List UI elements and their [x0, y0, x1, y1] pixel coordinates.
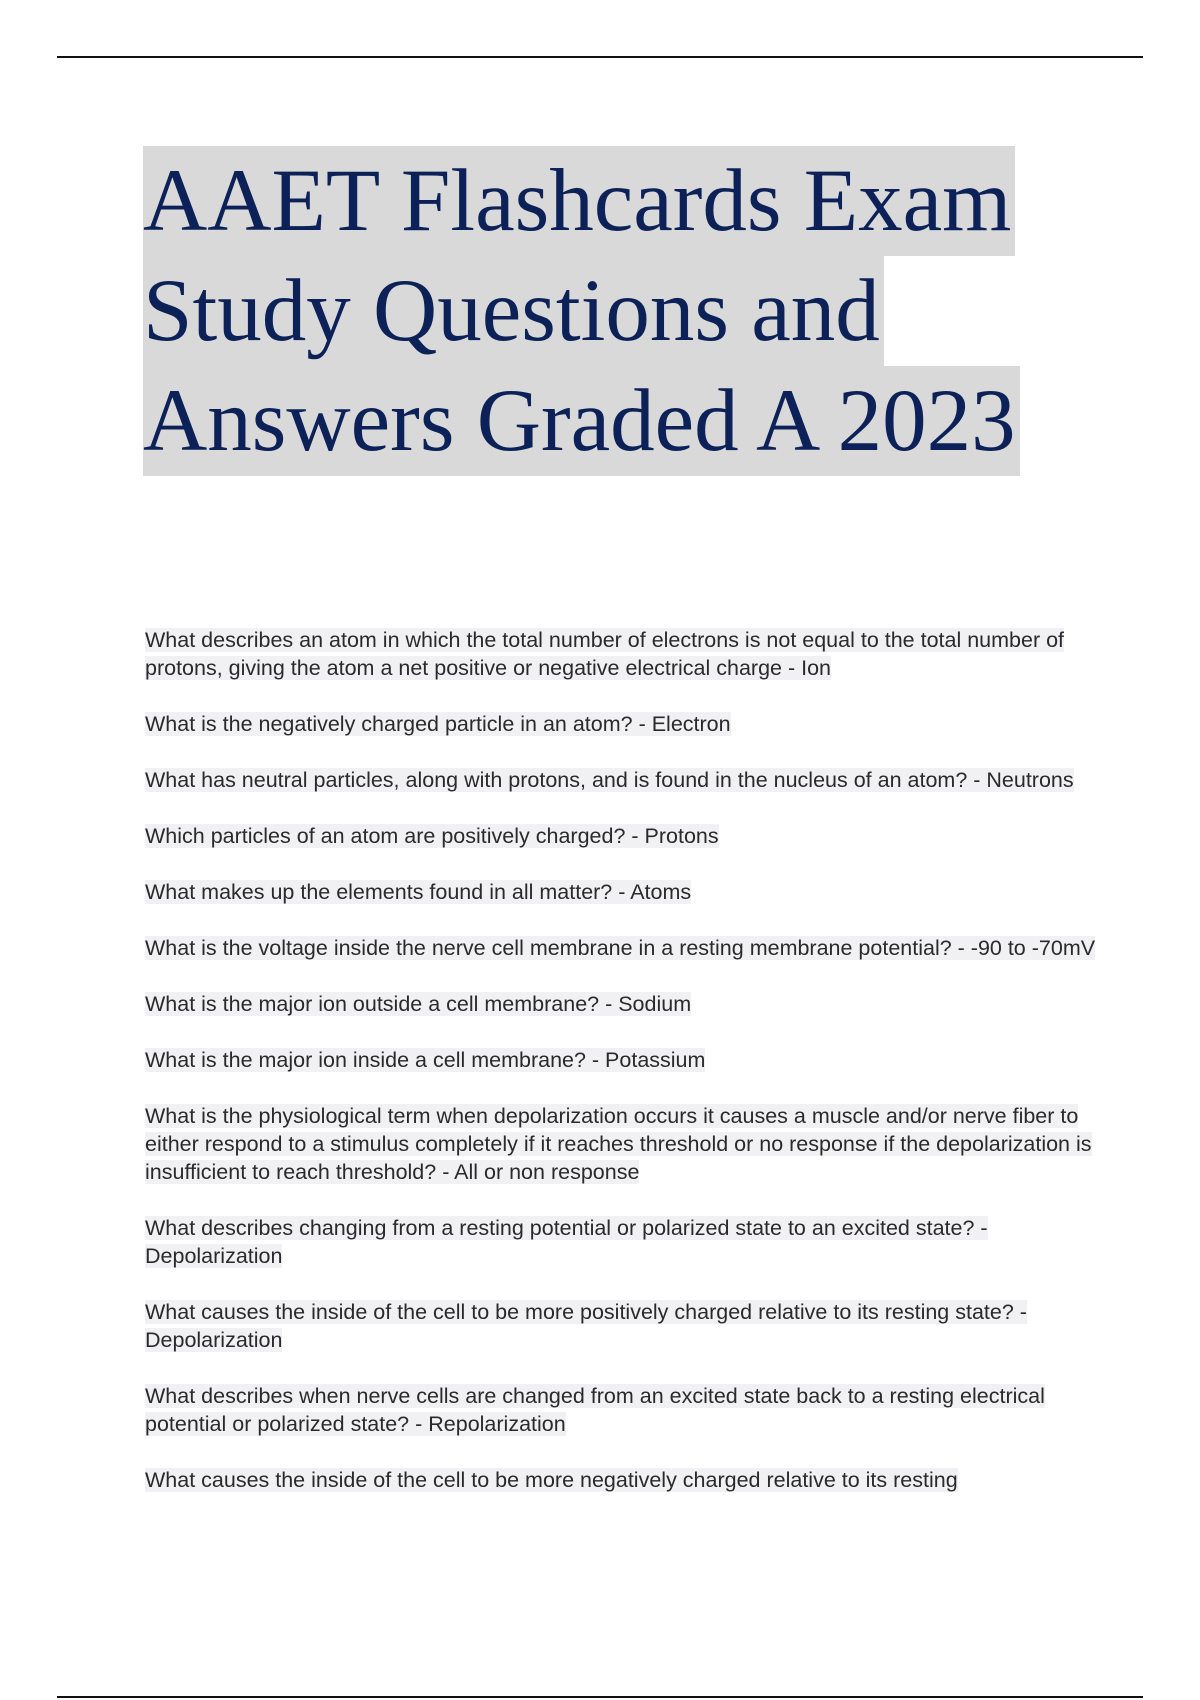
qa-text: What causes the inside of the cell to be more negatively charged relative to its resting: [145, 1468, 958, 1492]
title-line: AAET Flashcards Exam: [143, 146, 1015, 256]
qa-item: [145, 934, 1105, 962]
qa-text: What is the physiological term when depolarization occurs it causes a muscle and/or nerve fiber to either respond to a stimulus completely if it reaches threshold or no response if the depolarization is insufficient to reach threshold? - All or non response: [145, 1104, 1092, 1184]
bottom-rule: [57, 1696, 1143, 1698]
title-line: Study Questions and: [143, 256, 884, 366]
top-rule: [57, 56, 1143, 58]
qa-text: What is the voltage inside the nerve cell membrane in a resting membrane potential? - -90 to -70mV: [145, 936, 1096, 960]
qa-text: What has neutral particles, along with protons, and is found in the nucleus of an atom? - Neutrons: [145, 768, 1074, 792]
qa-item: [145, 1214, 1105, 1270]
qa-item: [145, 1046, 1105, 1074]
qa-item: [145, 766, 1105, 794]
qa-text: What causes the inside of the cell to be more positively charged relative to its resting state? - Depolarization: [145, 1300, 1027, 1352]
qa-item: [145, 822, 1105, 850]
qa-text: What is the major ion outside a cell membrane? - Sodium: [145, 992, 692, 1016]
qa-item: [145, 626, 1105, 682]
qa-text: What makes up the elements found in all matter? - Atoms: [145, 880, 692, 904]
question-answer-list: [145, 626, 1105, 1522]
qa-text: What describes an atom in which the total number of electrons is not equal to the total number of protons, giving the atom a net positive or negative electrical charge - Ion: [145, 628, 1065, 680]
qa-item: [145, 1298, 1105, 1354]
qa-item: [145, 1466, 1105, 1494]
qa-text: Which particles of an atom are positively charged? - Protons: [145, 824, 719, 848]
qa-text: What describes changing from a resting potential or polarized state to an excited state? - Depolarization: [145, 1216, 988, 1268]
qa-item: [145, 1382, 1105, 1438]
qa-item: [145, 1102, 1105, 1186]
document-title: [143, 146, 1143, 476]
qa-item: [145, 990, 1105, 1018]
qa-item: [145, 710, 1105, 738]
qa-item: [145, 878, 1105, 906]
qa-text: What describes when nerve cells are changed from an excited state back to a resting electrical potential or polarized state? - Repolarization: [145, 1384, 1045, 1436]
qa-text: What is the major ion inside a cell membrane? - Potassium: [145, 1048, 706, 1072]
title-line: Answers Graded A 2023: [143, 366, 1020, 476]
qa-text: What is the negatively charged particle in an atom? - Electron: [145, 712, 731, 736]
